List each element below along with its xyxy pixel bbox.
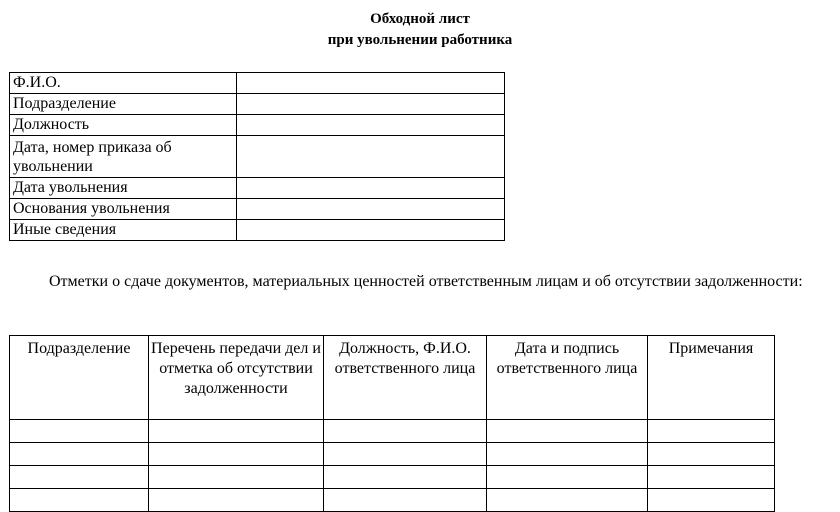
table-cell[interactable] (324, 466, 487, 489)
info-label-dismissal-date: Дата увольнения (10, 178, 237, 199)
info-value-grounds[interactable] (237, 199, 505, 220)
table-cell[interactable] (648, 466, 775, 489)
table-cell[interactable] (648, 489, 775, 512)
table-cell[interactable] (487, 466, 648, 489)
info-label-department: Подразделение (10, 94, 237, 115)
table-cell[interactable] (324, 443, 487, 466)
table-row (10, 115, 505, 136)
table-cell[interactable] (149, 466, 324, 489)
table-cell[interactable] (149, 489, 324, 512)
info-label-fio: Ф.И.О. (10, 73, 237, 94)
table-row (10, 489, 775, 512)
marks-paragraph: Отметки о сдаче документов, материальных ценностей ответственным лицам и об отсутствии задолженности: (49, 273, 803, 290)
table-cell[interactable] (324, 489, 487, 512)
column-header-notes: Примечания (648, 336, 775, 420)
info-value-department[interactable] (237, 94, 505, 115)
table-row (10, 199, 505, 220)
info-value-fio[interactable] (237, 73, 505, 94)
table-cell[interactable] (648, 420, 775, 443)
column-header-department: Подразделение (10, 336, 149, 420)
employee-info-table (9, 72, 505, 241)
table-row (10, 136, 505, 178)
table-row (10, 420, 775, 443)
info-label-position: Должность (10, 115, 237, 136)
info-value-dismissal-date[interactable] (237, 178, 505, 199)
table-cell[interactable] (149, 420, 324, 443)
table-header-row (10, 336, 775, 420)
table-cell[interactable] (10, 489, 149, 512)
column-header-handover: Перечень передачи дел и отметка об отсутствии задолженности (149, 336, 324, 420)
table-row (10, 466, 775, 489)
table-row (10, 220, 505, 241)
table-row (10, 178, 505, 199)
title-line-2: при увольнении работника (327, 32, 513, 48)
column-header-date-signature: Дата и подпись ответственного лица (487, 336, 648, 420)
table-row (10, 443, 775, 466)
info-label-grounds: Основания увольнения (10, 199, 237, 220)
info-label-order: Дата, номер приказа об увольнении (10, 136, 237, 178)
info-value-position[interactable] (237, 115, 505, 136)
table-cell[interactable] (10, 420, 149, 443)
info-label-other: Иные сведения (10, 220, 237, 241)
table-cell[interactable] (487, 443, 648, 466)
table-row (10, 73, 505, 94)
table-cell[interactable] (648, 443, 775, 466)
table-cell[interactable] (487, 489, 648, 512)
clearance-marks-table (9, 335, 775, 512)
info-value-other[interactable] (237, 220, 505, 241)
column-header-responsible: Должность, Ф.И.О. ответственного лица (324, 336, 487, 420)
table-cell[interactable] (10, 466, 149, 489)
table-cell[interactable] (10, 443, 149, 466)
table-cell[interactable] (487, 420, 648, 443)
table-cell[interactable] (149, 443, 324, 466)
table-row (10, 94, 505, 115)
info-value-order[interactable] (237, 136, 505, 178)
table-cell[interactable] (324, 420, 487, 443)
title-line-1: Обходной лист (370, 11, 470, 27)
